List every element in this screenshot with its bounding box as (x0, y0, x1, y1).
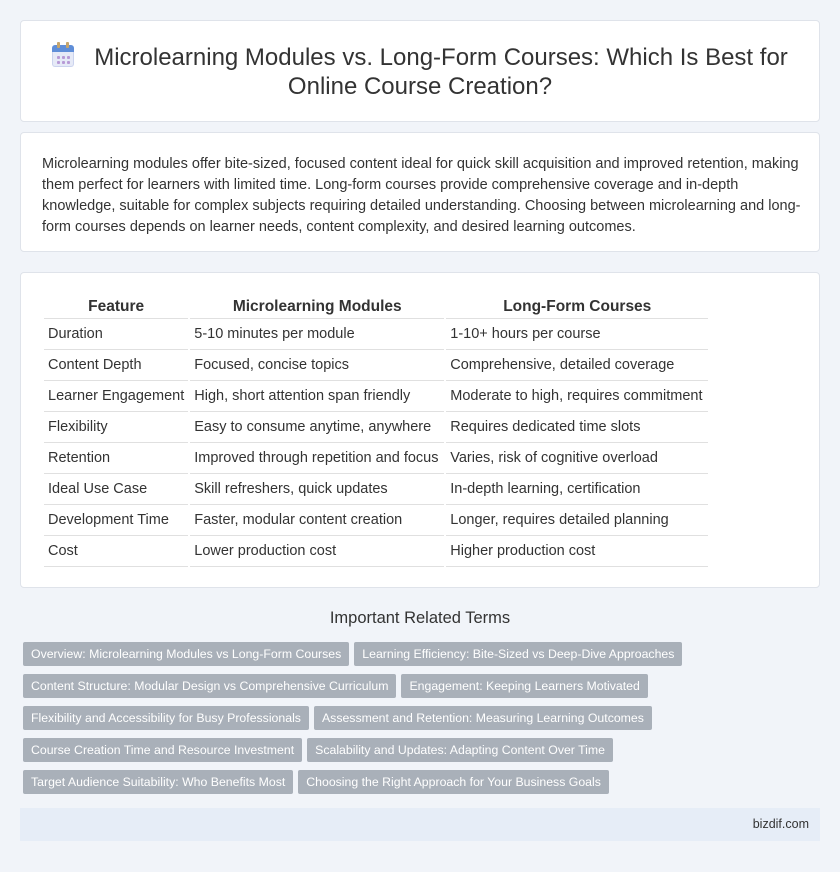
related-term-tag[interactable]: Engagement: Keeping Learners Motivated (401, 674, 647, 698)
table-row (44, 443, 708, 474)
feature-cell: Ideal Use Case (44, 474, 188, 505)
related-terms-list (23, 642, 823, 802)
intro-paragraph: Microlearning modules offer bite-sized, focused content ideal for quick skill acquisition and improved retention, making them perfect for learners with limited time. Long-form courses provide comprehensive coverage and in-depth knowledge, suitable for complex subjects requiring detailed understanding. Choosing between microlearning and long-form courses depends on learner needs, content complexity, and desired learning outcomes. (42, 156, 801, 235)
title-card (20, 20, 820, 122)
long-form-cell: Higher production cost (446, 536, 708, 567)
microlearning-cell: Focused, concise topics (190, 350, 444, 381)
long-form-cell: Moderate to high, requires commitment (446, 381, 708, 412)
related-term-tag[interactable]: Content Structure: Modular Design vs Comprehensive Curriculum (23, 674, 396, 698)
related-term-tag[interactable]: Overview: Microlearning Modules vs Long-Form Courses (23, 642, 349, 666)
related-term-tag[interactable]: Target Audience Suitability: Who Benefits Most (23, 770, 293, 794)
feature-cell: Retention (44, 443, 188, 474)
table-row (44, 381, 708, 412)
long-form-cell: Requires dedicated time slots (446, 412, 708, 443)
intro-card (20, 132, 820, 252)
related-term-tag[interactable]: Flexibility and Accessibility for Busy Professionals (23, 706, 309, 730)
microlearning-cell: Skill refreshers, quick updates (190, 474, 444, 505)
table-row (44, 474, 708, 505)
table-row (44, 412, 708, 443)
feature-cell: Flexibility (44, 412, 188, 443)
table-row (44, 350, 708, 381)
long-form-cell: Varies, risk of cognitive overload (446, 443, 708, 474)
related-term-tag[interactable]: Course Creation Time and Resource Investment (23, 738, 302, 762)
header-microlearning: Microlearning Modules (190, 295, 444, 319)
calendar-icon (52, 45, 74, 67)
header-feature: Feature (44, 295, 188, 319)
footer (20, 808, 820, 841)
feature-cell: Duration (44, 319, 188, 350)
table-row (44, 505, 708, 536)
related-term-tag[interactable]: Scalability and Updates: Adapting Content Over Time (307, 738, 613, 762)
microlearning-cell: Faster, modular content creation (190, 505, 444, 536)
microlearning-cell: High, short attention span friendly (190, 381, 444, 412)
microlearning-cell: Easy to consume anytime, anywhere (190, 412, 444, 443)
microlearning-cell: Lower production cost (190, 536, 444, 567)
long-form-cell: 1-10+ hours per course (446, 319, 708, 350)
table-header-row (44, 295, 708, 319)
comparison-card (20, 272, 820, 588)
related-term-tag[interactable]: Choosing the Right Approach for Your Business Goals (298, 770, 609, 794)
related-term-tag[interactable]: Learning Efficiency: Bite-Sized vs Deep-Dive Approaches (354, 642, 682, 666)
footer-site-link[interactable]: bizdif.com (752, 817, 809, 831)
comparison-table (42, 295, 710, 567)
microlearning-cell: 5-10 minutes per module (190, 319, 444, 350)
header-long-form: Long-Form Courses (446, 295, 708, 319)
related-terms-heading: Important Related Terms (329, 609, 511, 627)
long-form-cell: In-depth learning, certification (446, 474, 708, 505)
page-title: Microlearning Modules vs. Long-Form Courses: Which Is Best for Online Course Creation? (94, 44, 788, 100)
feature-cell: Content Depth (44, 350, 188, 381)
microlearning-cell: Improved through repetition and focus (190, 443, 444, 474)
table-row (44, 319, 708, 350)
related-term-tag[interactable]: Assessment and Retention: Measuring Learning Outcomes (314, 706, 652, 730)
long-form-cell: Comprehensive, detailed coverage (446, 350, 708, 381)
table-row (44, 536, 708, 567)
feature-cell: Development Time (44, 505, 188, 536)
feature-cell: Learner Engagement (44, 381, 188, 412)
long-form-cell: Longer, requires detailed planning (446, 505, 708, 536)
page-title-wrap (21, 43, 819, 101)
feature-cell: Cost (44, 536, 188, 567)
